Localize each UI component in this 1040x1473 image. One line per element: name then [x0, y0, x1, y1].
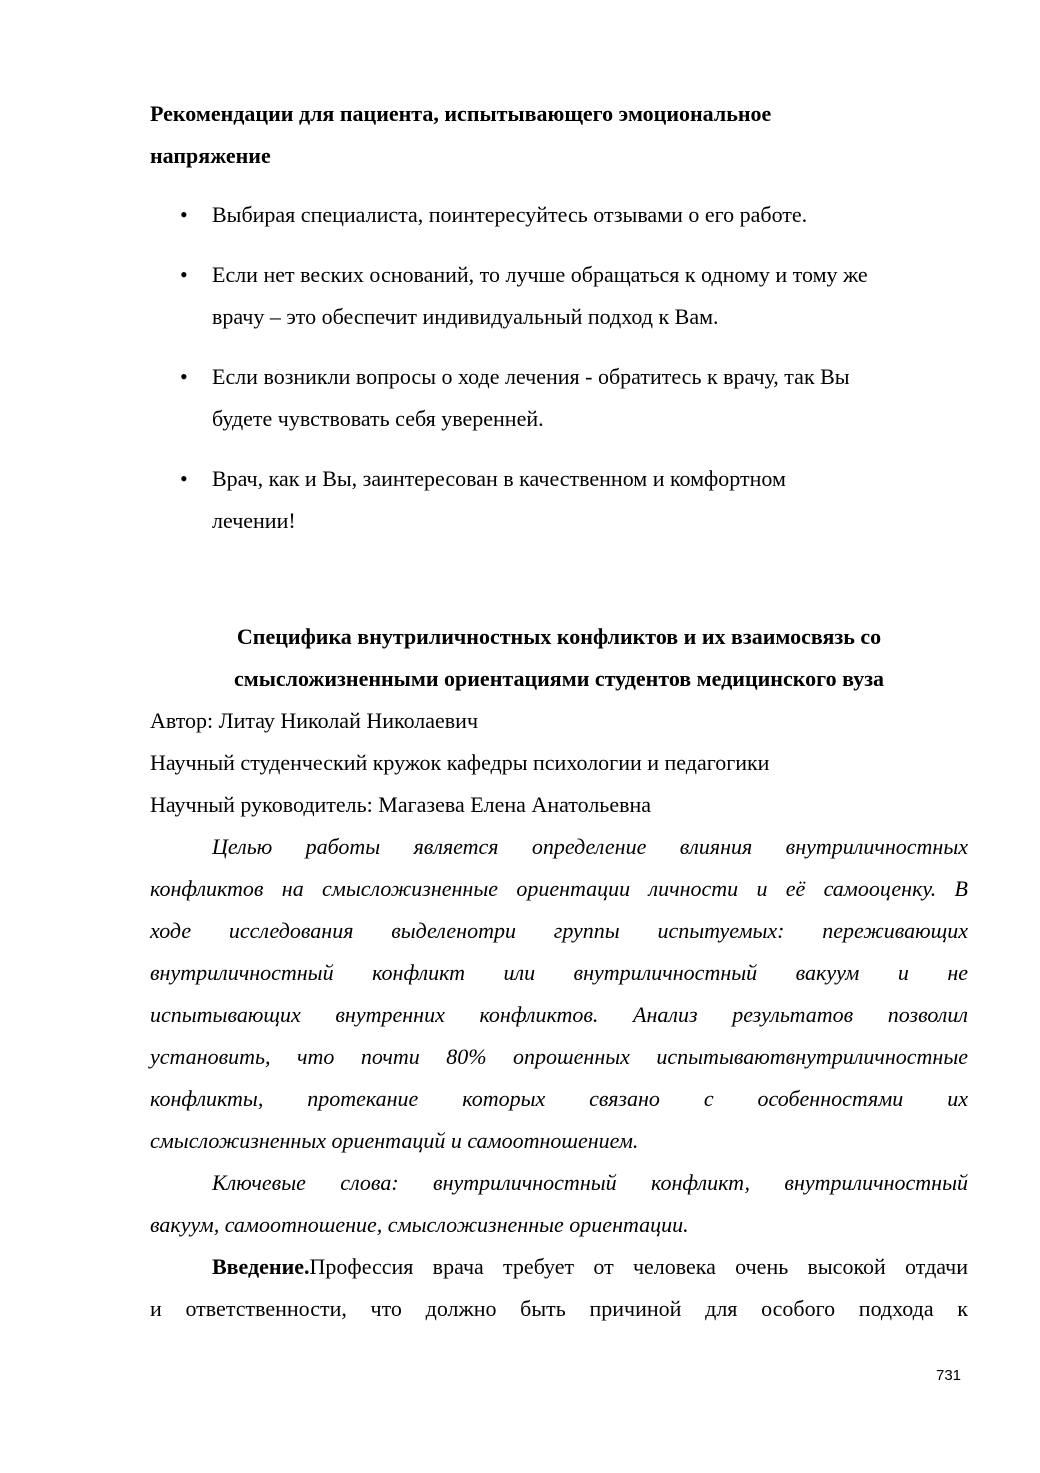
list-item-text-line-1: Врач, как и Вы, заинтересован в качественном и комфортном [212, 466, 786, 491]
introduction-text: Профессия врача требует от человека очень высокой отдачи [309, 1254, 968, 1279]
recommendations-title-line-1: Рекомендации для пациента, испытывающего эмоциональное [150, 101, 772, 126]
abstract-line: конфликты, протекание которых связано с особенностями их [150, 1086, 968, 1111]
circle-line: Научный студенческий кружок кафедры психологии и педагогики [150, 750, 770, 775]
list-item [150, 356, 968, 440]
recommendations-title-line-2: напряжение [150, 143, 271, 168]
list-item-text-line-2: врачу – это обеспечит индивидуальный подход к Вам. [212, 304, 719, 329]
bullet-icon: • [180, 466, 188, 491]
introduction-line-2: и ответственности, что должно быть причиной для особого подхода к [150, 1296, 968, 1321]
list-item-text-line-1: Если нет веских оснований, то лучше обращаться к одному и тому же [212, 262, 868, 287]
bullet-icon: • [180, 262, 188, 287]
article-title-line-2: смысложизненными ориентациями студентов медицинского вуза [233, 666, 885, 691]
abstract-line: испытывающих внутренних конфликтов. Анализ результатов позволил [150, 1002, 968, 1027]
article-title [150, 616, 968, 700]
keywords-line: Ключевые слова: внутриличностный конфликт, внутриличностный [212, 1170, 968, 1195]
introduction-heading: Введение. [212, 1254, 310, 1279]
introduction-paragraph [150, 1246, 968, 1330]
abstract-line: смысложизненных ориентаций и самоотношением. [150, 1128, 639, 1153]
list-item-text-line-1: Выбирая специалиста, поинтересуйтесь отзывами о его работе. [212, 202, 808, 227]
abstract-line: внутриличностный конфликт или внутриличностный вакуум и не [150, 960, 968, 985]
abstract-line: установить, что почти 80% опрошенных испытываютвнутриличностные [150, 1044, 968, 1069]
author-line: Автор: Литау Николай Николаевич [150, 708, 479, 733]
list-item-text-line-2: лечении! [212, 508, 296, 533]
supervisor-line: Научный руководитель: Магазева Елена Анатольевна [150, 792, 652, 817]
keywords-paragraph [150, 1162, 968, 1246]
recommendations-heading [150, 93, 968, 177]
article-title-line-1: Специфика внутриличностных конфликтов и их взаимосвязь со [236, 624, 882, 649]
recommendations-list [150, 194, 968, 542]
document-page [150, 93, 968, 1330]
abstract-line: конфликтов на смысложизненные ориентации личности и её самооценку. В [150, 876, 968, 901]
article-meta [150, 700, 968, 826]
abstract-paragraph [150, 826, 968, 1162]
list-item [150, 254, 968, 338]
bullet-icon: • [180, 202, 188, 227]
bullet-icon: • [180, 364, 188, 389]
abstract-line: ходе исследования выделенотри группы испытуемых: переживающих [150, 918, 968, 943]
list-item-text-line-2: будете чувствовать себя уверенней. [212, 406, 544, 431]
abstract-line: Целью работы является определение влияния внутриличностных [212, 834, 968, 859]
list-item [150, 194, 968, 236]
introduction-line-1 [150, 1246, 968, 1288]
list-item [150, 458, 968, 542]
page-number: 731 [936, 1367, 962, 1384]
list-item-text-line-1: Если возникли вопросы о ходе лечения - обратитесь к врачу, так Вы [212, 364, 850, 389]
keywords-line: вакуум, самоотношение, смысложизненные ориентации. [150, 1212, 689, 1237]
